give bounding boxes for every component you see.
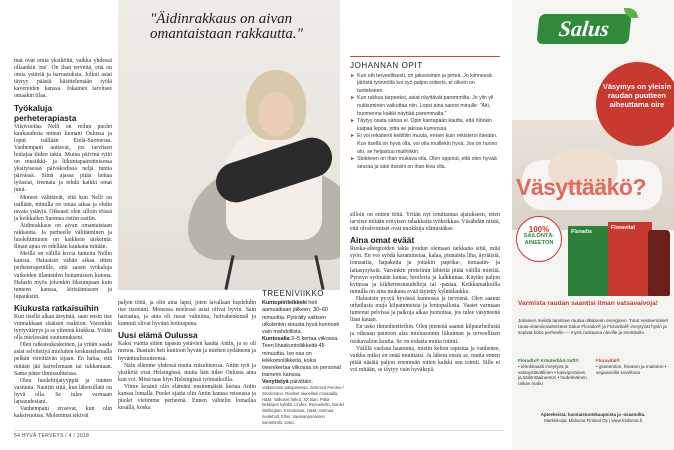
ad-product-col xyxy=(518,358,590,387)
training-box xyxy=(262,290,342,387)
photo-caption: Vaikeimmin palojaisessa, Selected Femme / Stockmann. Reidset alueellasi moniaalla. H&M. Valkoset farkut, XX Ban. Pitkä farkkujen kylällä, Lindex. Rannekello, Daniel Wellington. Kenakoivat, H&M. Harmaa neuleholl, Ellos. Vaaleanpunainen samettinilo, Jotex. xyxy=(262,385,344,425)
paragraph: Äidinrakkaus on aivan omantaistaan rakkautta. Ja perheelle välittäminen ja huolehtiminen on kaikkein tärkeintä. Ilman apua en edellään kaukana mitään. xyxy=(14,222,112,251)
ad-footer-marketer: Markkinoija: Midsona Finland Oy | www.midsona.fi xyxy=(544,417,642,423)
tip-text: Täytyy osata sanoa ei. Opin kantapään kautta, että ölönkin kaipaa lepoa, jotta se jaksaa kunnossa. xyxy=(357,118,493,132)
preservative-free-badge xyxy=(516,216,562,262)
arrow-icon: ► xyxy=(350,72,356,79)
paragraph: paljon töitä, ja olin aina lapsi, joten lavallaan huolehdin itse itsestäni. Monessa mielessä asiat olivat hyvin. Sain harrastaa, ja aina oli ruoat valmiina, huivahenkimäl ja kummit olivat hyvänä hoitoapuna. xyxy=(118,300,256,328)
subheading: Aina omat eväät xyxy=(350,235,415,246)
paragraph: Kaksi vuotta sitten tapasin ystävien kautta Antin, ja se oli menoa. Ihastuin heti kuntoon hyvän ja miehen sydämeen ja hyväntuulisuuteensa. xyxy=(118,341,256,362)
woman-face xyxy=(258,92,294,136)
paragraph: mat ovat omia yksiköitä, vaikka yhdessä ollaankin 'me'. On ihan tervettä, että on omia ystäviä ja harrastuksia. Jolkut asiat täytyy päästä käsittelemään työlä kavereiden kanssa. Jokainen tarvitsee omaakin tilaa. xyxy=(14,58,112,100)
tip-text: Ei voi rekisteroi keitlöiin muuta, ennen kuin rekisteroi itseään. Kun itsellä on hyvä olla, voi olla muillekin hyvä. Jos on huono olo, se heijastuu muihinkin. xyxy=(357,133,498,155)
training-line xyxy=(262,336,342,379)
paragraph: Viisivuotias Nelli on reilun puolet kaukaudesta minun luonani Oulussa ja loput isällään Etelä-Suomessa. Vanhempani auttavat, jos tarvitsen hoitajaa tiiden takia. Muina päivinä tyttö on musiikki- ja liikuntapainotteisessa yksityisessä päiväkodissa neljä tuntia päivässä. Siinä ajassa pitää hoitaa työasiat, treenata ja tehdä kaikki omat jutut. xyxy=(14,123,112,194)
training-line-bold: Kuntosalia xyxy=(262,336,290,343)
salus-advertisement[interactable] xyxy=(512,0,674,450)
paragraph: silloin on eniten töitä. Yritän nyt totuttautua ajatukseen, etten tarvitse mitään erityisen rahakkaita työkeikkaa. Väsähdän niistä, että olvalvomiset ovat nuokkuja elämistäkse. xyxy=(350,212,500,233)
badge-text: SÄILÖNTÄ-AINEETON xyxy=(523,233,555,246)
training-line-bold: Venyttelyä xyxy=(262,379,289,386)
tips-box xyxy=(350,62,500,207)
paragraph: En usko ihmedieetteihin. Olen pienenä saanut kilpaurheilustä ja oikeaan painoon alas mielusonnin liikunnan ja terveellisen ruokavalion kautta. Se on todasta mutta toimii. xyxy=(350,324,500,345)
subheading: Uusi elämä Oulussa xyxy=(118,330,198,341)
ad-tagline: Väsymys on yleisin raudan puutteen aiheuttama oire xyxy=(602,82,672,109)
tip-item xyxy=(350,133,500,156)
portrait-photo xyxy=(118,0,340,290)
paragraph: Haluaisin pysyä hyvässä kunnossa ja terveenä. Olen saanut urheilusta muja kilpatunteista ja lentopallosta. Vaatet varmaan tuntenut pelvissa ja paikoja alkaa juonottaa, jos tulee väsyneenä liian kauan. xyxy=(350,295,500,324)
arrow-icon: ► xyxy=(350,118,356,125)
ad-footer-where: Apteekeista, luontaistuotekaupoista ja -osastoilta. xyxy=(540,412,646,417)
ad-product-col xyxy=(596,358,668,387)
subheading: Työkaluja perheterapiasta xyxy=(14,102,77,123)
training-line-text: 3–5 kertaa viikossa. Teen lihaskuntoliikkeitä 45 minuuttia. Iso osa on leikkomoliikkeitä, koksi treenikertaa viikossa on personal trainerin kanssa. xyxy=(262,336,341,379)
ad-headline-word: Väsyttääkö? xyxy=(516,174,647,200)
paragraph: Moneet välittävät, että kun Nelli on isällään, minulla on omaa aikaa ja ehdin tavata ystäviä. Oikeasti olen silloin töissä ja keikkailen Suomea ristiin rastiin. xyxy=(14,194,112,222)
tip-item xyxy=(350,156,500,171)
ad-product-heading: Floravital® xyxy=(596,358,620,363)
paragraph: Välillä vaelsua haamuna, mietin kehon rapistua ja vanhenee, vaikka miksi en enää muuttaisi. Ja läheni ensin se, mutta ennen pitää näsätä paljon enemmän miten kaikki sen toimii. Sille ei voi mitään, se täytyy vain hyväksyä. xyxy=(350,345,500,373)
ad-product-text: • gluteeniton, hiivaton ja maitoton • vegaaneille soveltuva xyxy=(596,363,667,375)
paragraph: Kun itsellä alkaa ärsyttää, saan ensin itse vuimakkaan sisäisen reaktion. Varsinkin tyytyväisyys ja se ylimmä kiukkua. Yritän olla mielessäni suutumukseni. xyxy=(14,313,112,342)
package-label: Floravital xyxy=(611,225,635,231)
ad-footer xyxy=(518,412,668,423)
tip-item xyxy=(350,95,500,118)
ad-product-text: • tehokkaasti imeytyvä ja vatsaystävällinen • kasviperäinen ja säilöntäaineeton • hedelmäinen raikas maku xyxy=(518,363,587,387)
pull-quote: "Äidinrakkaus on aivan omantaistaan rakkautta." xyxy=(150,11,303,42)
badge-percent: 100% xyxy=(528,225,550,234)
paragraph: Viime kesänä olin elämäni ensimmäistä kertaa Antin kanssa lomalla. Puolet ajasta olin Antin kanssa reissussa ja puolet vietimme perheenä. Ennen vähtelin lomailua kesällä, koska xyxy=(118,383,256,412)
bottle-icon xyxy=(648,230,670,296)
right-column xyxy=(350,212,500,374)
ad-product-columns xyxy=(518,358,668,387)
tip-text: Stokkeen on ihan mukava olla. Olen oppinut, että olen hyvää seuraa ja säoi itseäni on ihan kiva olla. xyxy=(357,156,497,170)
training-line-bold: Kuntopiirileikkeki xyxy=(262,300,307,307)
ad-body-text: Jokainen meistä tarvitsee rautaa ollakseen energinen. Tutut nesteemäiset rauta-vitamiinivalmisteet Salus Floradix® ja Floravital® imeytyvät hyvin ja sopivat koko perheelle — myös raskaana oleville ja imettäville. xyxy=(518,318,668,335)
floravital-package xyxy=(608,222,652,296)
middle-column xyxy=(118,300,256,412)
paragraph: Ruoka-allergioiden takia joudun olemaan tarkkana siitä, mitä syön. En voi syödä karammeiaa, kalaa, pinnaista liha, äyriäisiä, tomaattia, hapaketta ja joitakin paprika-, tomaatin- ja laitasysyksiä. Varsinkin proteiinin lähteitä pitää välillä miettiä. Pyrstyn syömään kanaa, broileria ja kalkkunaa. Käytän paljon kvinoaa ja kikhernesnaudelteja tai -pastaa. Keikkamatkoilla minulla on aina mukana evää täytetty kylmälaukku. xyxy=(350,246,500,295)
tips-heading: JOHANNAN OPIT xyxy=(350,61,423,70)
paragraph: Meillä on välillä kovia tunteita Nellin kanssa. Haluaisin vähän aikaa sitten perheterapeutille, että saisin työkaluja vaikeiden tilanteiden hoitamiseen kotona. Halusin myös johonkin fiksumpaan kuin tunteen kanssa, kiristämiseen ja lupauksiin. xyxy=(14,251,112,300)
package-label: Floradix xyxy=(571,229,592,235)
ad-product-heading: Floradix® Kräuterblut-Saft® xyxy=(518,358,579,363)
training-heading: TREENIVIIKKO xyxy=(262,289,325,298)
left-column xyxy=(14,58,112,420)
training-line xyxy=(262,300,342,336)
arrow-icon: ► xyxy=(350,133,356,140)
paragraph: Näin elämme yhdessä mutta eräsuhteessa. Antin työt ja yksikötä ovat Helsingissä, mutta hän tulee Oulusta aina kun voi. Minä taas kiyn Helsingissä työmatkoilla. xyxy=(118,362,256,383)
floradix-package xyxy=(568,226,610,296)
tips-rule xyxy=(350,56,500,57)
subheading: Kiukusta ratkaisuihin xyxy=(14,302,99,313)
tip-text: Kun oih terveellisesti, on jaksoisinen ja pirteä. Jo kiinnessä jätöstä työnnöltä koi syö paljon sokeris, ei olkoin on tuntekseen. xyxy=(357,72,492,94)
tip-item xyxy=(350,118,500,133)
paragraph: Vanhempani erosivat, kun olin kaksivuotias. Molemmat tekivät xyxy=(14,406,112,420)
arrow-icon: ► xyxy=(350,95,356,102)
tip-text: Kun rukkuu tarpeeksi, asiat näyttävät paremmilta. Jo ylin yli nukkuminen vaikuttaa niin. Lopsi aina sanoo minulle: "Äiti, huomenna kaikki näyttää paremmalta." xyxy=(357,95,494,117)
training-line-text: heti aamuaikaan jälkeen, 30–60 minuuttia. Pyöräily valitsen ulkolenkin sinusta hyvä kunnosti vain mahdollista. xyxy=(262,300,340,336)
salus-logo: Salus xyxy=(536,14,631,44)
footer-rule xyxy=(14,430,504,431)
tip-item xyxy=(350,73,500,96)
paragraph: Olen huolehtijatyyppiä ja tunnen vastuuta. Nauttin siitä, kun läheisilläni on hyvä olla. Se tulee varmaan lapsuudestani. xyxy=(14,377,112,406)
page-footer: 54 HYVÄ TERVEYS / 4 / 2018 xyxy=(14,433,90,439)
training-line-text: päivittäin. xyxy=(288,379,313,386)
paragraph: Olen ratkaisukeskeinen, ja yritän saada asiat selvitettyä mieluiten keskustelemalla pelkän vireittävän sijaan. En halua, että mitään jää kaivelemaan tai tukkamaan. Sama pätee ihmissuhteissa. xyxy=(14,342,112,377)
ad-subheadline: Varmista raudan saantisi ilman vatsavaivoja! xyxy=(518,300,659,307)
arrow-icon: ► xyxy=(350,156,356,163)
